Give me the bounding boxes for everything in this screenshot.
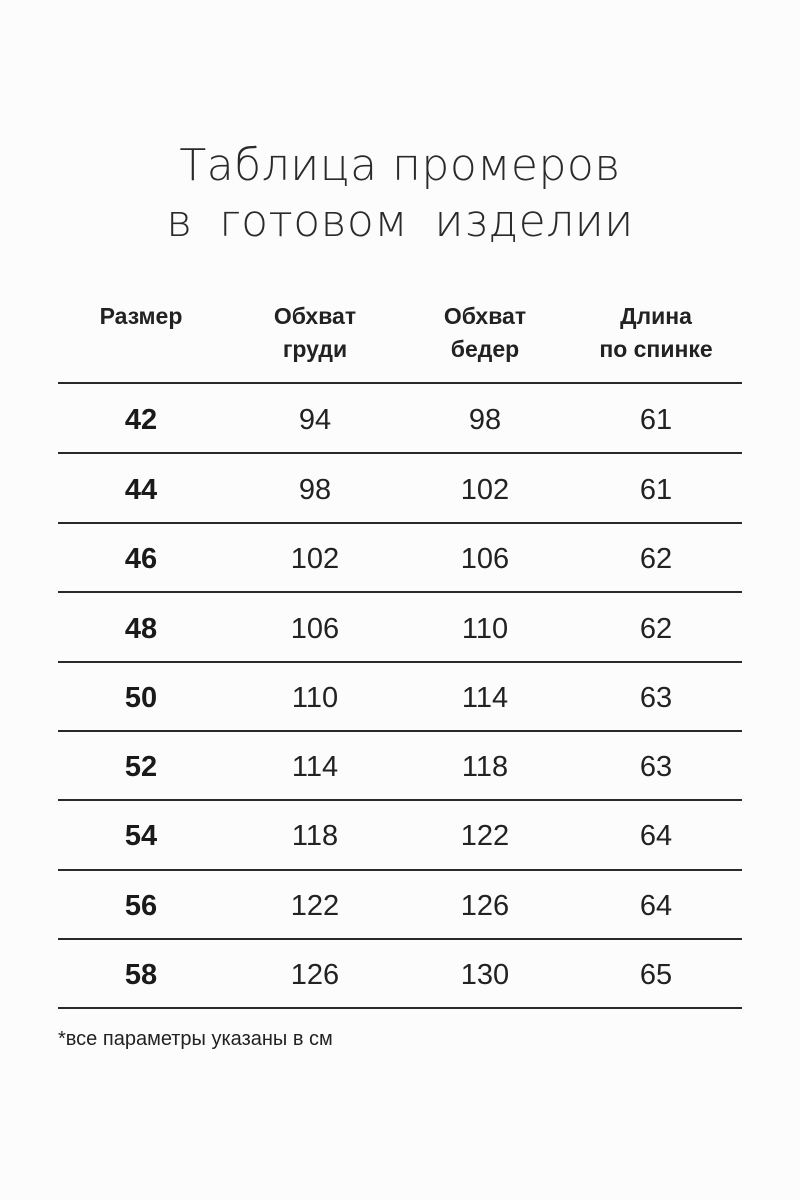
cell-back-length: 62 bbox=[639, 543, 673, 575]
cell-chest: 94 bbox=[298, 404, 332, 436]
table-divider bbox=[58, 1007, 742, 1009]
cell-chest: 122 bbox=[290, 890, 340, 922]
cell-hips: 114 bbox=[461, 682, 509, 714]
cell-size: 50 bbox=[124, 682, 158, 714]
page-title-line-1: Таблица промеров bbox=[179, 140, 621, 191]
table-divider bbox=[58, 591, 742, 593]
header-chest-line-2: груди bbox=[282, 336, 348, 362]
cell-chest: 102 bbox=[290, 543, 340, 575]
header-hips-line-2: бедер bbox=[450, 336, 520, 362]
table-divider bbox=[58, 799, 742, 801]
table-row bbox=[58, 457, 742, 523]
cell-back-length: 61 bbox=[639, 404, 673, 436]
header-chest-line-1: Обхват bbox=[273, 303, 357, 329]
header-size-label: Размер bbox=[99, 303, 183, 329]
table-row bbox=[58, 942, 742, 1008]
cell-size: 54 bbox=[124, 820, 158, 852]
cell-chest: 110 bbox=[291, 682, 339, 714]
header-back-length-line-2: по спинке bbox=[599, 336, 713, 362]
cell-size: 48 bbox=[124, 613, 158, 645]
header-hips-line-1: Обхват bbox=[443, 303, 527, 329]
cell-chest: 106 bbox=[290, 613, 340, 645]
cell-chest: 98 bbox=[298, 474, 332, 506]
header-back-length bbox=[596, 300, 716, 366]
cell-back-length: 63 bbox=[639, 751, 673, 783]
cell-hips: 102 bbox=[460, 474, 510, 506]
cell-chest: 126 bbox=[290, 959, 340, 991]
cell-hips: 122 bbox=[460, 820, 510, 852]
table-divider bbox=[58, 382, 742, 384]
table-row bbox=[58, 596, 742, 662]
table-row bbox=[58, 734, 742, 800]
cell-back-length: 63 bbox=[639, 682, 673, 714]
cell-back-length: 61 bbox=[639, 474, 673, 506]
table-divider bbox=[58, 938, 742, 940]
cell-size: 46 bbox=[124, 543, 158, 575]
table-divider bbox=[58, 661, 742, 663]
table-divider bbox=[58, 730, 742, 732]
header-back-length-line-1: Длина bbox=[620, 303, 692, 329]
cell-chest: 118 bbox=[291, 820, 339, 852]
cell-chest: 114 bbox=[291, 751, 339, 783]
cell-hips: 98 bbox=[468, 404, 502, 436]
header-size bbox=[58, 300, 224, 333]
cell-hips: 118 bbox=[461, 751, 509, 783]
cell-back-length: 64 bbox=[639, 890, 673, 922]
table-divider bbox=[58, 869, 742, 871]
cell-hips: 110 bbox=[461, 613, 509, 645]
table-divider bbox=[58, 452, 742, 454]
cell-hips: 130 bbox=[460, 959, 510, 991]
cell-back-length: 64 bbox=[639, 820, 673, 852]
table-row bbox=[58, 873, 742, 939]
cell-hips: 126 bbox=[460, 890, 510, 922]
cell-size: 56 bbox=[124, 890, 158, 922]
cell-back-length: 65 bbox=[639, 959, 673, 991]
table-divider bbox=[58, 522, 742, 524]
cell-size: 42 bbox=[124, 404, 158, 436]
cell-back-length: 62 bbox=[639, 613, 673, 645]
header-chest bbox=[255, 300, 375, 366]
cell-size: 52 bbox=[124, 751, 158, 783]
footnote: *все параметры указаны в см bbox=[58, 1028, 333, 1050]
table-row bbox=[58, 387, 742, 453]
table-row bbox=[58, 665, 742, 731]
table-row bbox=[58, 803, 742, 869]
header-hips bbox=[425, 300, 545, 366]
table-header bbox=[58, 300, 742, 370]
cell-size: 44 bbox=[124, 474, 158, 506]
cell-hips: 106 bbox=[460, 543, 510, 575]
cell-size: 58 bbox=[124, 959, 158, 991]
table-row bbox=[58, 526, 742, 592]
page-title-line-2: в готовом изделии bbox=[166, 196, 634, 247]
